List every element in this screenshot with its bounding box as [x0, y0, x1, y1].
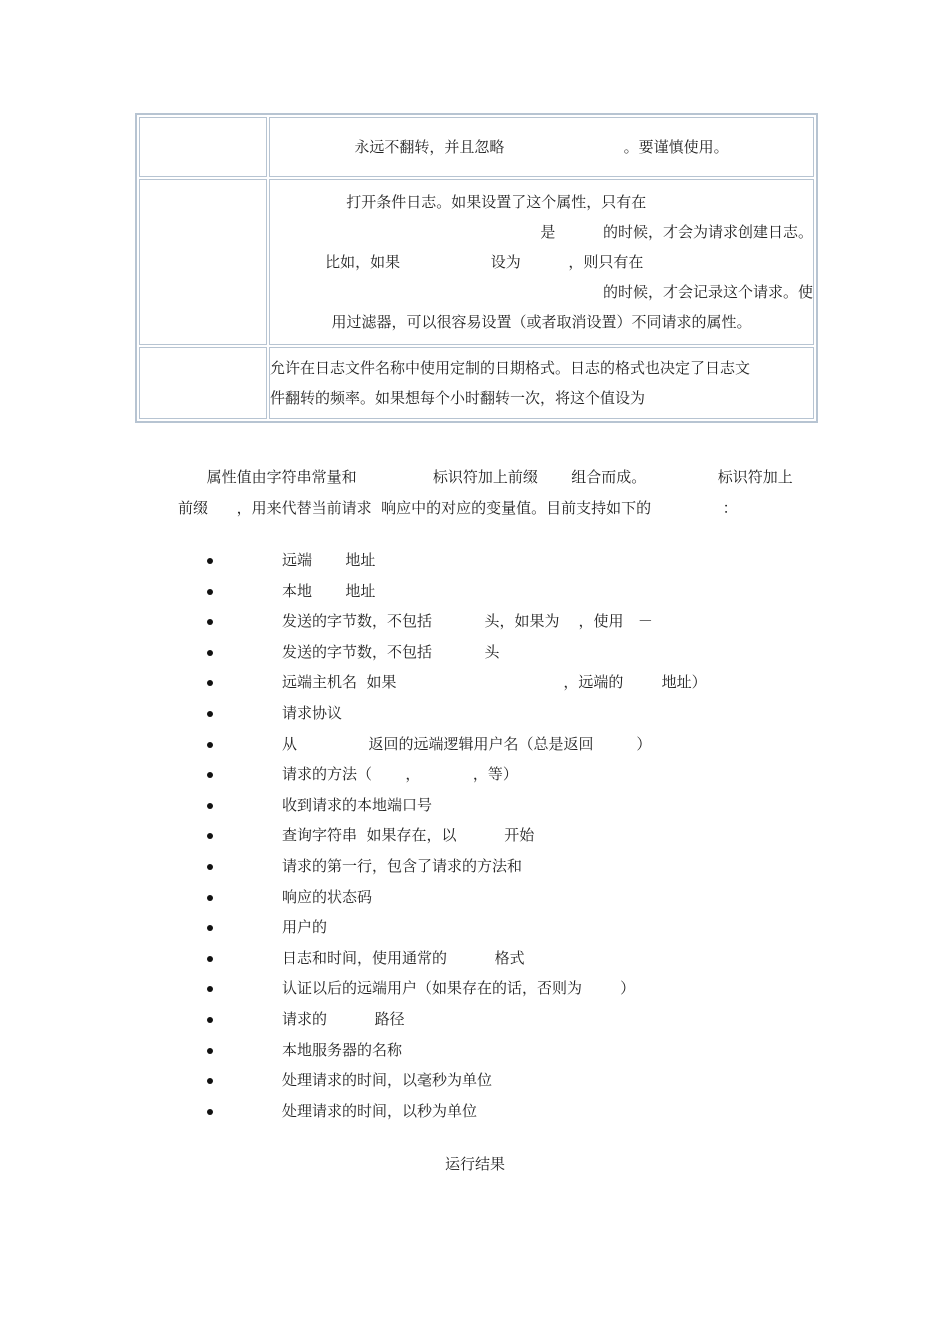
bullet-dot-icon — [207, 986, 213, 992]
bullet-dot-icon — [207, 833, 213, 839]
description-line: 用过滤器，可以很容易设置（或者取消设置）不同请求的属性。 — [331, 313, 752, 331]
bullet-dot-icon — [207, 864, 213, 870]
attribute-name-cell — [139, 179, 267, 345]
bullet-dot-icon — [207, 711, 213, 717]
description-line: 比如，如果 设为 ，则只有在 — [325, 253, 758, 271]
paragraph-line: 前缀 ，用来代替当前请求 响应中的对应的变量值。目前支持如下的 ： — [178, 499, 738, 517]
description-line: 件翻转的频率。如果想每个小时翻转一次，将这个值设为 — [270, 389, 646, 407]
bullet-dot-icon — [207, 895, 213, 901]
table-row — [139, 179, 814, 345]
description-line: 允许在日志文件名称中使用定制的日期格式。日志的格式也决定了日志文 — [270, 359, 751, 377]
attribute-description-cell — [269, 179, 814, 345]
attribute-table — [135, 113, 818, 423]
paragraph-line: 属性值由字符串常量和 标识符加上前缀 组合而成。 标识符加上 — [178, 468, 793, 486]
section-title: 运行结果 — [444, 1155, 505, 1173]
bullet-dot-icon — [207, 1017, 213, 1023]
bullet-dot-icon — [207, 619, 213, 625]
attribute-description-cell — [269, 347, 814, 419]
table-row — [139, 117, 814, 177]
attribute-name-cell — [139, 347, 267, 419]
pattern-description-paragraph — [178, 462, 810, 524]
bullet-dot-icon — [207, 680, 213, 686]
attribute-name-cell — [139, 117, 267, 177]
bullet-dot-icon — [207, 803, 213, 809]
bullet-dot-icon — [207, 1109, 213, 1115]
bullet-dot-icon — [207, 558, 213, 564]
bullet-dot-icon — [207, 956, 213, 962]
bullet-dot-icon — [207, 589, 213, 595]
bullet-dot-icon — [207, 925, 213, 931]
description-line: 打开条件日志。如果设置了这个属性，只有在 — [346, 193, 737, 211]
bullet-dot-icon — [207, 772, 213, 778]
bullet-dot-icon — [207, 1078, 213, 1084]
description-line: 的时候，才会记录这个请求。使 — [602, 283, 813, 301]
table-row — [139, 347, 814, 419]
attribute-description-cell — [269, 117, 814, 177]
description-line: 是 的时候，才会为请求创建日志。 — [540, 223, 813, 241]
bullet-dot-icon — [207, 650, 213, 656]
bullet-dot-icon — [207, 1048, 213, 1054]
description-line: 永远不翻转，并且忽略 。要谨慎使用。 — [354, 138, 729, 156]
bullet-dot-icon — [207, 742, 213, 748]
